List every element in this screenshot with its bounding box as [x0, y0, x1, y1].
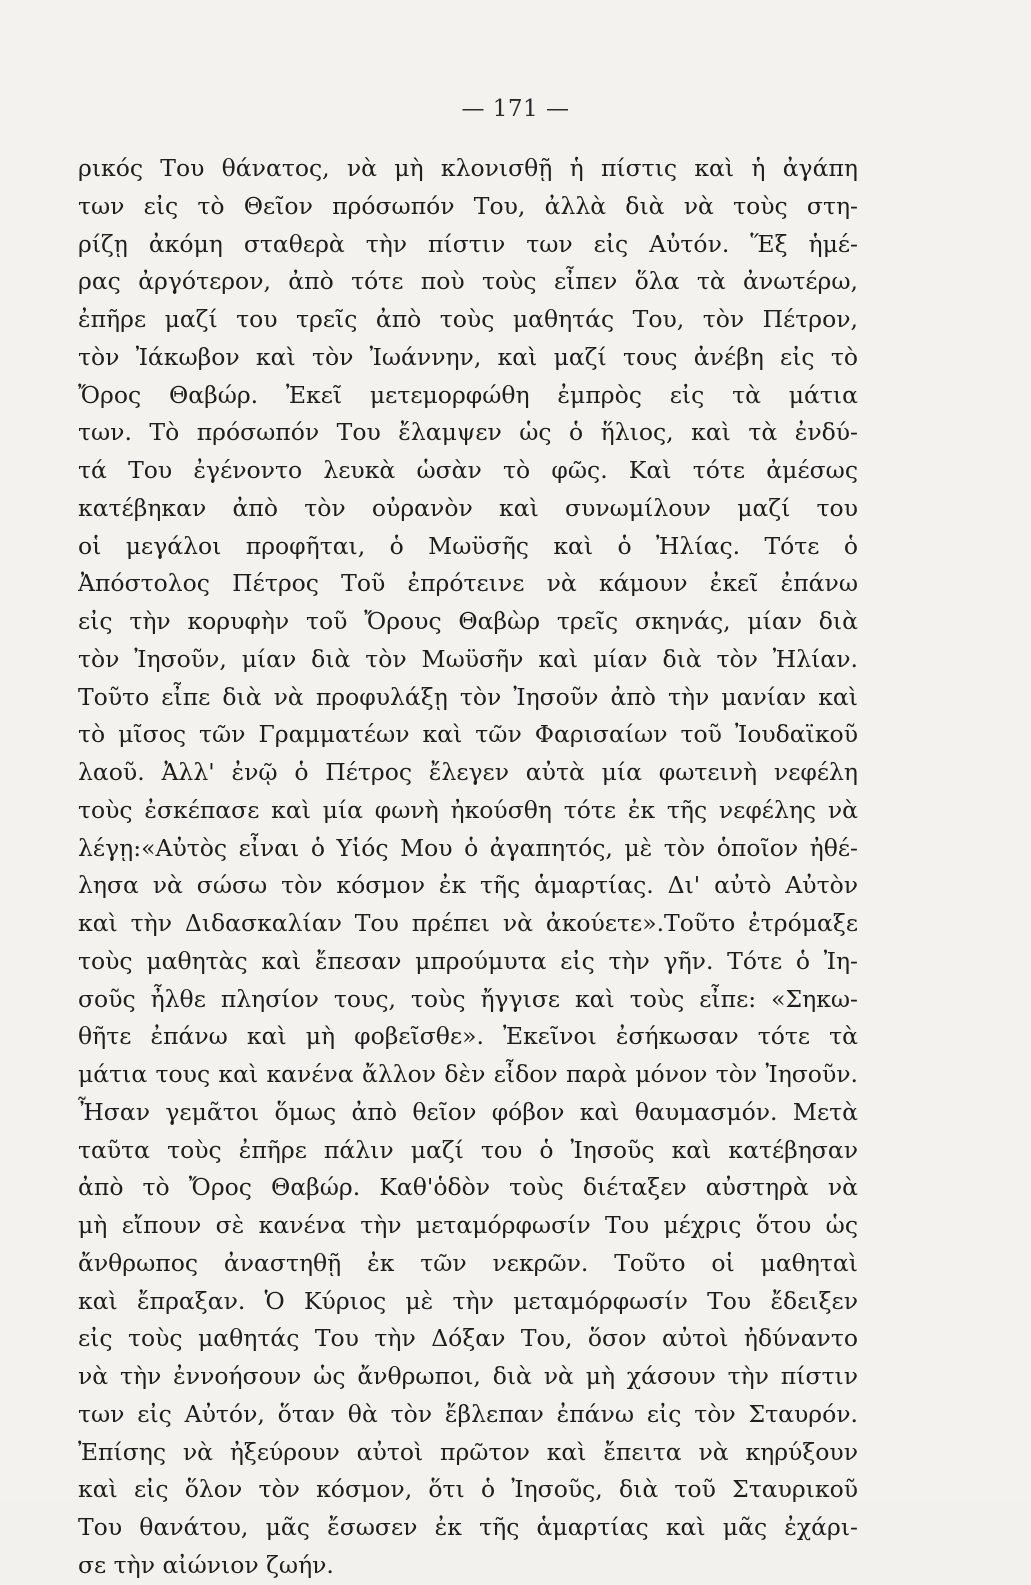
page-number: — 171 —	[461, 96, 570, 122]
text-line: σοῦς ἦλθε πλησίον τους, τοὺς ἤγγισε καὶ τοὺς εἶπε: «Σηκω-	[78, 984, 858, 1013]
text-line: θῆτε ἐπάνω καὶ μὴ φοβεῖσθε». Ἐκεῖνοι ἐσήκωσαν τότε τὰ	[78, 1022, 858, 1051]
text-line: Ἦσαν γεμᾶτοι ὅμως ἀπὸ θεῖον φόβον καὶ θαυμασμόν. Μετὰ	[78, 1097, 858, 1126]
text-line: λαοῦ. Ἀλλ' ἐνῷ ὁ Πέτρος ἔλεγεν αὐτὰ μία φωτεινὴ νεφέλη	[78, 758, 858, 786]
text-line: καὶ ἔπραξαν. Ὁ Κύριος μὲ τὴν μεταμόρφωσίν Του ἔδειξεν	[78, 1286, 858, 1315]
text-line: τὸ μῖσος τῶν Γραμματέων καὶ τῶν Φαρισαίων τοῦ Ἰουδαϊκοῦ	[78, 720, 858, 749]
text-line: Ἀπόστολος Πέτρος Τοῦ ἐπρότεινε νὰ κάμουν ἐκεῖ ἐπάνω	[78, 569, 858, 598]
text-line: λησα νὰ σώσω τὸν κόσμον ἐκ τῆς ἁμαρτίας. Δι' αὐτὸ Αὐτὸν	[78, 871, 858, 900]
text-line: τὸν Ἰάκωβον καὶ τὸν Ἰωάννην, καὶ μαζί τους ἀνέβη εἰς τὸ	[78, 342, 858, 371]
text-line: μάτια τους καὶ κανένα ἄλλον δὲν εἶδον παρὰ μόνον τὸν Ἰησοῦν.	[78, 1060, 858, 1088]
text-line: τοὺς μαθητὰς καὶ ἔπεσαν μπρούμυτα εἰς τὴν γῆν. Τότε ὁ Ἰη-	[78, 946, 858, 975]
text-line: Ἐπίσης νὰ ἠξεύρουν αὐτοὶ πρῶτον καὶ ἔπειτα νὰ κηρύξουν	[78, 1437, 858, 1466]
text-line: των εἰς Αὐτόν, ὅταν θὰ τὸν ἔβλεπαν ἐπάνω εἰς τὸν Σταυρόν.	[78, 1399, 858, 1428]
text-line: τοὺς ἐσκέπασε καὶ μία φωνὴ ἠκούσθη τότε ἐκ τῆς νεφέλης νὰ	[78, 795, 858, 824]
body-text	[78, 150, 858, 1585]
text-line: λέγῃ:«Αὐτὸς εἶναι ὁ Υἱός Μου ὁ ἀγαπητός, μὲ τὸν ὁποῖον ἠθέ-	[78, 833, 858, 862]
text-line: Του θανάτου, μᾶς ἔσωσεν ἐκ τῆς ἁμαρτίας καὶ μᾶς ἐχάρι-	[78, 1513, 858, 1541]
text-line: ρας ἀργότερον, ἀπὸ τότε ποὺ τοὺς εἶπεν ὅλα τὰ ἀνωτέρω,	[78, 267, 858, 296]
text-line: τὸν Ἰησοῦν, μίαν διὰ τὸν Μωϋσῆν καὶ μίαν διὰ τὸν Ἠλίαν.	[78, 644, 858, 673]
text-line: των. Τὸ πρόσωπόν Του ἔλαμψεν ὡς ὁ ἥλιος, καὶ τὰ ἐνδύ-	[78, 418, 858, 447]
text-line: τά Του ἐγένοντο λευκὰ ὡσὰν τὸ φῶς. Καὶ τότε ἀμέσως	[78, 456, 858, 484]
text-line: καὶ εἰς ὅλον τὸν κόσμον, ὅτι ὁ Ἰησοῦς, διὰ τοῦ Σταυρικοῦ	[78, 1475, 858, 1504]
text-line: ἀπὸ τὸ Ὄρος Θαβώρ. Καθ'ὁδὸν τοὺς διέταξεν αὐστηρὰ νὰ	[78, 1173, 858, 1202]
text-line: ταῦτα τοὺς ἐπῆρε πάλιν μαζί του ὁ Ἰησοῦς καὶ κατέβησαν	[78, 1135, 858, 1164]
text-line: ρικός Του θάνατος, νὰ μὴ κλονισθῇ ἡ πίστις καὶ ἡ ἀγάπη	[78, 154, 858, 182]
text-line: ρίζῃ ἀκόμη σταθερὰ τὴν πίστιν των εἰς Αὐτόν. Ἕξ ἡμέ-	[78, 229, 858, 258]
text-line: ἐπῆρε μαζί του τρεῖς ἀπὸ τοὺς μαθητάς Του, τὸν Πέτρον,	[78, 305, 858, 333]
text-line: ἄνθρωπος ἀναστηθῇ ἐκ τῶν νεκρῶν. Τοῦτο οἱ μαθηταὶ	[78, 1248, 858, 1277]
text-line: σε τὴν αἰώνιον ζωήν.	[78, 1550, 334, 1579]
text-line: κατέβηκαν ἀπὸ τὸν οὐρανὸν καὶ συνωμίλουν μαζί του	[78, 493, 858, 522]
text-line: εἰς τὴν κορυφὴν τοῦ Ὄρους Θαβὼρ τρεῖς σκηνάς, μίαν διὰ	[78, 607, 858, 635]
text-line: καὶ τὴν Διδασκαλίαν Του πρέπει νὰ ἀκούετε».Τοῦτο ἐτρόμαξε	[78, 909, 858, 937]
text-line: των εἰς τὸ Θεῖον πρόσωπόν Του, ἀλλὰ διὰ νὰ τοὺς στη-	[78, 191, 858, 220]
text-line: νὰ τὴν ἐννοήσουν ὡς ἄνθρωποι, διὰ νὰ μὴ χάσουν τὴν πίστιν	[78, 1362, 858, 1390]
text-line: Τοῦτο εἶπε διὰ νὰ προφυλάξῃ τὸν Ἰησοῦν ἀπὸ τὴν μανίαν καὶ	[78, 682, 858, 711]
text-line: Ὄρος Θαβώρ. Ἐκεῖ μετεμορφώθη ἐμπρὸς εἰς τὰ μάτια	[78, 380, 858, 409]
text-line: εἰς τοὺς μαθητάς Του τὴν Δόξαν Του, ὅσον αὐτοὶ ἠδύναντο	[78, 1324, 858, 1353]
text-line: οἱ μεγάλοι προφῆται, ὁ Μωϋσῆς καὶ ὁ Ἠλίας. Τότε ὁ	[78, 531, 858, 560]
text-line: μὴ εἴπουν σὲ κανένα τὴν μεταμόρφωσίν Του μέχρις ὅτου ὡς	[78, 1211, 858, 1239]
